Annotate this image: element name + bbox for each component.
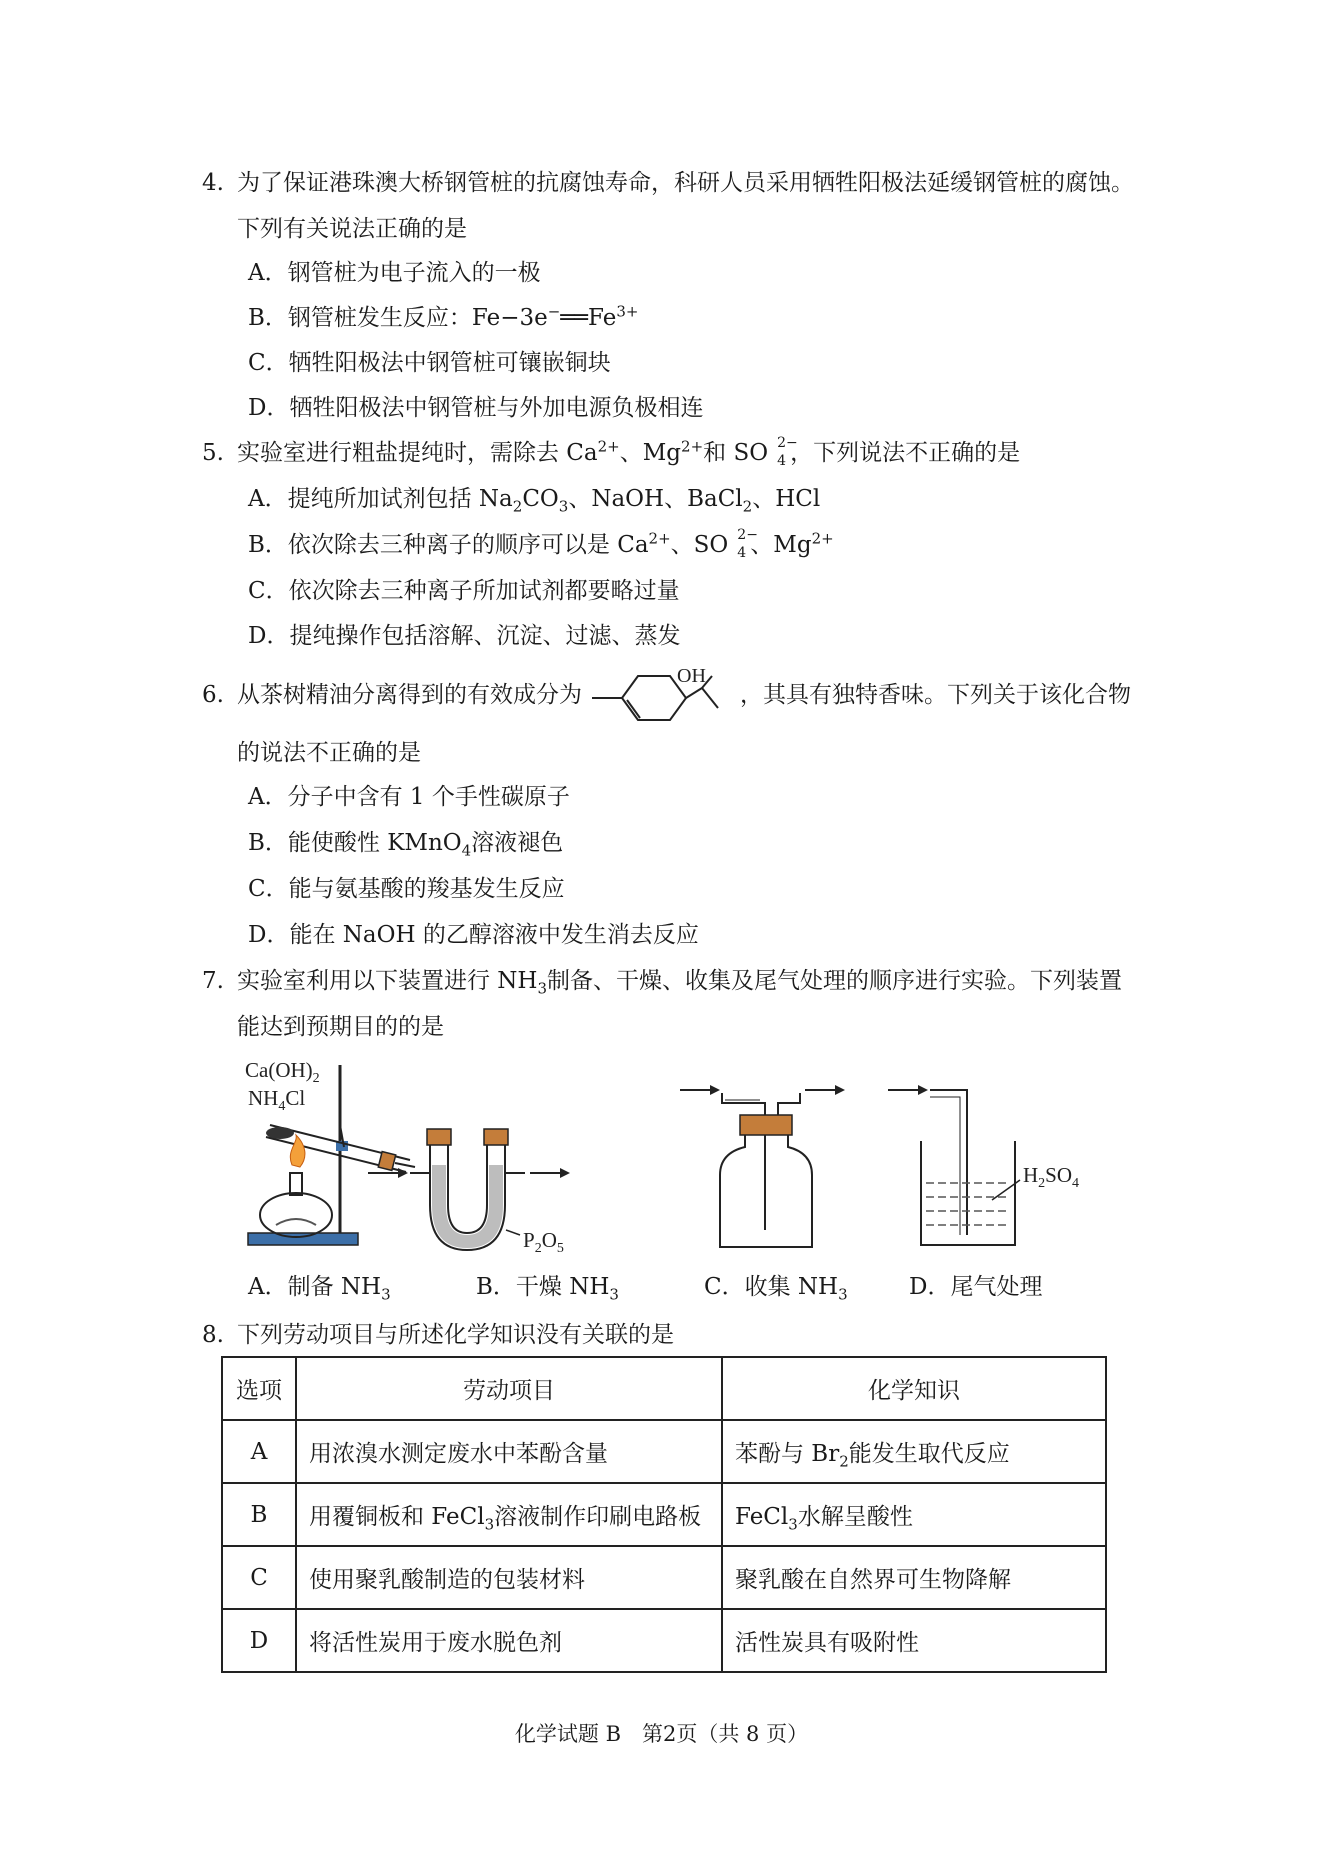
fig-label-a: A．制备 $NH_3$ xyxy=(248,1274,391,1304)
q5-text: 实验室进行粗盐提纯时，需除去 $Ca^{2+}$、$Mg^{2+}$和 SO 2− 4 ，下列说法不正确的是 xyxy=(237,435,1021,469)
q6-option-c: C．能与氨基酸的羧基发生反应 xyxy=(248,876,565,902)
q5-option-d: D．提纯操作包括溶解、沉淀、过滤、蒸发 xyxy=(248,623,681,649)
row-labor-item: 用浓溴水测定废水中苯酚含量 xyxy=(296,1420,722,1483)
fig-label-c: C．收集 $NH_3$ xyxy=(704,1274,848,1304)
header-chem-knowledge: 化学知识 xyxy=(722,1357,1106,1420)
row-option: B xyxy=(222,1483,296,1546)
q6-number: 6. xyxy=(202,682,224,708)
row-option: A xyxy=(222,1420,296,1483)
q6-option-d: D．能在 NaOH 的乙醇溶液中发生消去反应 xyxy=(248,922,699,948)
q8-table xyxy=(221,1356,1107,1673)
q8-number: 8. xyxy=(202,1322,224,1348)
q7-text-line2: 能达到预期目的的是 xyxy=(237,1014,444,1040)
row-option: C xyxy=(222,1546,296,1609)
reagent-caoh2-label: $Ca(OH)_2$ xyxy=(245,1058,320,1086)
page-footer: 化学试题 B 第2页（共 8 页） xyxy=(514,1722,809,1746)
q4-option-d: D．牺牲阳极法中钢管桩与外加电源负极相连 xyxy=(248,395,704,421)
terpineol-structure xyxy=(590,662,735,722)
q5-option-b: B．依次除去三种离子的顺序可以是 $Ca^{2+}$、SO 2− 4 、$Mg^{2+}$ xyxy=(248,527,834,561)
row-chem-knowledge: 活性炭具有吸附性 xyxy=(722,1609,1106,1672)
row-labor-item: 使用聚乳酸制造的包装材料 xyxy=(296,1546,722,1609)
table-row xyxy=(222,1546,1106,1609)
table-header-row xyxy=(222,1357,1106,1420)
fig-label-b: B．干燥 $NH_3$ xyxy=(476,1274,619,1304)
q6-option-b: B．能使酸性 KMnO$_4$溶液褪色 xyxy=(248,830,564,860)
q7-number: 7. xyxy=(202,968,224,994)
row-chem-knowledge: FeCl$_3$水解呈酸性 xyxy=(722,1483,1106,1546)
table-row xyxy=(222,1483,1106,1546)
q4-text-line1: 为了保证港珠澳大桥钢管桩的抗腐蚀寿命，科研人员采用牺牲阳极法延缓钢管桩的腐蚀。 xyxy=(237,170,1134,196)
q8-text: 下列劳动项目与所述化学知识没有关联的是 xyxy=(237,1322,674,1348)
row-labor-item: 将活性炭用于废水脱色剂 xyxy=(296,1609,722,1672)
q5-option-c: C．依次除去三种离子所加试剂都要略过量 xyxy=(248,578,680,604)
q4-option-a: A．钢管桩为电子流入的一极 xyxy=(248,260,541,286)
apparatus-d-beaker xyxy=(888,1085,1079,1245)
q6-text-line2: 的说法不正确的是 xyxy=(237,740,421,766)
q4-text-line2: 下列有关说法正确的是 xyxy=(237,216,467,242)
q4-option-c: C．牺牲阳极法中钢管桩可镶嵌铜块 xyxy=(248,350,611,376)
apparatus-figure xyxy=(240,1055,1140,1255)
p2o5-label: $P_2O_5$ xyxy=(523,1228,564,1255)
header-labor-item: 劳动项目 xyxy=(296,1357,722,1420)
q6-text-a: 从茶树精油分离得到的有效成分为 xyxy=(237,682,582,708)
reagent-nh4cl-label: $NH_4Cl$ xyxy=(248,1086,306,1114)
row-option: D xyxy=(222,1609,296,1672)
q4-number: 4. xyxy=(202,170,224,196)
q5-option-a: A．提纯所加试剂包括 $Na_2CO_3$、NaOH、BaCl$_2$、HCl xyxy=(248,486,821,516)
q7-text-line1: 实验室利用以下装置进行 $NH_3$制备、干燥、收集及尾气处理的顺序进行实验。下列装置 xyxy=(237,968,1123,998)
row-chem-knowledge: 聚乳酸在自然界可生物降解 xyxy=(722,1546,1106,1609)
table-row xyxy=(222,1609,1106,1672)
h2so4-label: $H_2SO_4$ xyxy=(1023,1163,1080,1191)
apparatus-a-preparation xyxy=(245,1058,415,1245)
q4-option-b: B．钢管桩发生反应：$Fe-3e^-══Fe^{3+}$ xyxy=(248,302,639,331)
table-row xyxy=(222,1420,1106,1483)
q6-option-a: A．分子中含有 1 个手性碳原子 xyxy=(248,784,570,810)
oh-label: OH xyxy=(677,665,706,687)
q6-text-b: ，其具有独特香味。下列关于该化合物 xyxy=(740,682,1131,708)
apparatus-b-u-tube xyxy=(368,1129,570,1255)
header-option: 选项 xyxy=(222,1357,296,1420)
apparatus-c-gas-bottle xyxy=(680,1085,845,1247)
row-chem-knowledge: 苯酚与 $Br_2$能发生取代反应 xyxy=(722,1420,1106,1483)
fig-label-d: D．尾气处理 xyxy=(909,1274,1043,1300)
row-labor-item: 用覆铜板和 FeCl$_3$溶液制作印刷电路板 xyxy=(296,1483,722,1546)
q5-number: 5. xyxy=(202,440,224,466)
